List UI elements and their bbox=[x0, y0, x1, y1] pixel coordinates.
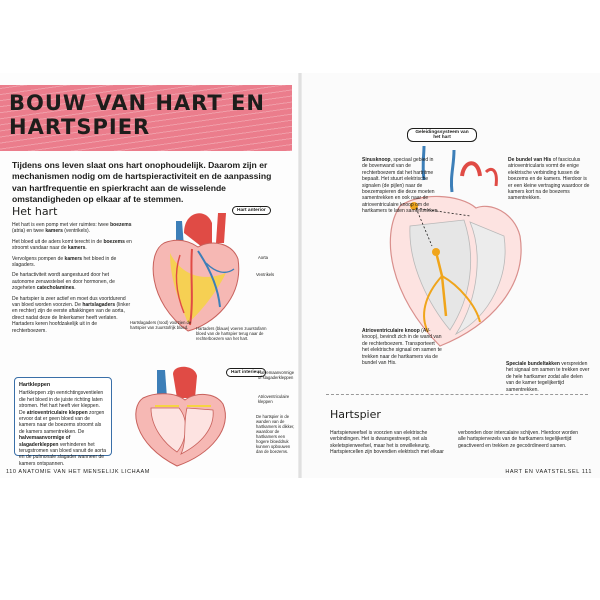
page-number-right: 111 bbox=[581, 469, 592, 475]
valves-box-title: Hartkleppen bbox=[19, 382, 51, 388]
page-gutter bbox=[298, 73, 302, 478]
sinus-node-keyword: Sinusknoop bbox=[362, 157, 391, 163]
heart-paragraph-1: Het hart is een pomp met vier ruimtes: twee boezems (atria) en twee kamers (ventrikels). bbox=[12, 222, 132, 235]
bundle-of-his-keyword: De bundel van His bbox=[508, 157, 552, 163]
coronary-arteries-caption: Hartslagaders (rood) voorzien de hartspier van zuurstofrijk bloed. bbox=[130, 320, 192, 330]
footer-right bbox=[505, 469, 592, 475]
bundle-branches-description: verspreiden het signaal om samen te trekken over de hele hartkamer zodat alle delen van de kamer tegelijkertijd samentrekken. bbox=[506, 361, 590, 393]
footer-left bbox=[6, 469, 150, 475]
muscle-text-column-1: Hartspierweefsel is voorzien van elektrische verbindingen. Het is dwarsgestreept, net als skeletspierweefsel, maar het is onwillekeurig. Hartspiercellen zijn bovendien elektrisch met elkaar bbox=[330, 430, 444, 456]
av-node-text bbox=[362, 328, 442, 366]
heart-exterior-illustration bbox=[140, 203, 255, 338]
av-node-keyword: Atrioventriculaire knoop bbox=[362, 328, 420, 334]
sinus-node-description: , speciaal gebied in de bovenwand van de rechterboezem dat het hartritme bepaalt. Het stuurt elektrische signalen (de pijlen) naar de boezemspieren die deze moeten samentrekken en ook naar de atrioventriculaire knoop om de hartkamers te laten samentrekken. bbox=[362, 157, 439, 215]
valves-text-1: Hartkleppen zijn eenrichtingsventielen die het bloed in de juiste richting laten stromen. Het hart heeft vier kleppen. De bbox=[19, 390, 104, 416]
valves-info-box bbox=[14, 377, 112, 467]
chapter-title-footer: HART EN VAATSTELSEL bbox=[505, 469, 580, 475]
bundle-of-his-description: of fasciculus atrioventricularis vormt de enige elektrische verbinding tussen de boezems en de kamers. Hierdoor is er een kleine vertraging waardoor de kamers kort na de boezems samentrekken. bbox=[508, 157, 590, 202]
chambers-annotation: De hartspier in de wanden van de hartkamers is dikker, waardoor de hartkamers een hogere bloeddruk kunnen opbouwen dan de boezems. bbox=[256, 414, 295, 454]
muscle-text-column-2: verbonden door intercalaire schijven. Hierdoor worden alle hartspiervezels van de hartkamers tegelijkertijd geactiveerd en trekken ze gecoördineerd samen. bbox=[458, 430, 579, 449]
page-number-left: 110 bbox=[6, 469, 17, 475]
coronary-veins-caption: Hartaders (blauw) voeren zuurstofarm bloed van de hartspier terug naar de rechterboezem van het hart. bbox=[196, 326, 267, 341]
heart-anterior-label: Hart anterior bbox=[232, 206, 271, 215]
heart-paragraph-4: De hartactiviteit wordt aangestuurd door het autonome zenuwstelsel en door hormonen, de zogeheten catecholamines. bbox=[12, 272, 115, 292]
av-valves-annotation: Atrioventriculaire kleppen bbox=[258, 394, 290, 404]
section-divider bbox=[326, 394, 588, 395]
heart-interior-label: Hart interieur bbox=[226, 368, 266, 377]
section-heading-muscle: Hartspier bbox=[330, 408, 381, 421]
valves-keyword-2: halvemaanvormige of slagaderkleppen bbox=[19, 435, 71, 448]
heart-paragraph-3: Vervolgens pompen de kamers het bloed in de slagaders. bbox=[12, 255, 117, 269]
section-heading-heart: Het hart bbox=[12, 205, 58, 218]
bundle-branches-keyword: Speciale bundeltakken bbox=[506, 361, 560, 367]
page-title: BOUW VAN HART EN HARTSPIER bbox=[9, 91, 265, 139]
ventricles-annotation: Ventrikels bbox=[256, 272, 275, 277]
bundle-branches-text bbox=[506, 361, 592, 393]
heart-text-column bbox=[12, 222, 132, 338]
valves-text-3: verhinderen het terugstromen van bloed vanuit de aorta en de pulmonale slagader wanneer de kamers ontspannen. bbox=[19, 441, 106, 467]
intro-paragraph: Tijdens ons leven slaat ons hart onophoudelijk. Daarom zijn er mechanismen nodig om de hartspieractiviteit en de aanpassing van hartfrequentie en spierkracht aan de wisselende omstandigheden op elkaar af te stemmen. bbox=[12, 160, 272, 205]
sinus-node-text bbox=[362, 157, 440, 215]
heart-paragraph-5: De hartspier is zeer actief en moet dus voortdurend van bloed worden voorzien. De hartslagaders (linker en rechter) zijn de eerste aftakkingen van de aorta, direct nadat deze de linkerkamer heeft verlaten. Hartaders keren hoofdzakelijk uit in de rechterboezem. bbox=[12, 295, 131, 334]
book-title-footer: ANATOMIE VAN HET MENSELIJK LICHAAM bbox=[18, 469, 150, 475]
aorta-annotation: Aorta bbox=[258, 255, 269, 260]
valves-text-2: zorgen ervoor dat er geen bloed van de kamers naar de boezems stroomt als de kamers samentrekken. De bbox=[19, 409, 105, 435]
heart-interior-illustration bbox=[125, 364, 240, 469]
bundle-of-his-text bbox=[508, 157, 590, 202]
av-node-description: (AV-knoop), bevindt zich in de wand van de rechterboezem. Transporteert het elektrische signaal om samen te trekken naar de hartkamers via de bundel van His. bbox=[362, 328, 442, 367]
semilunar-valves-annotation: Halvemaanvormige of slagaderkleppen bbox=[258, 370, 295, 380]
valves-keyword-1: atrioventriculaire kleppen bbox=[26, 409, 88, 416]
conduction-system-label: Geleidingssysteem van het hart bbox=[407, 128, 477, 142]
heart-paragraph-2: Het bloed uit de aders komt terecht in de boezems en stroomt vandaar naar de kamers. bbox=[12, 238, 132, 252]
